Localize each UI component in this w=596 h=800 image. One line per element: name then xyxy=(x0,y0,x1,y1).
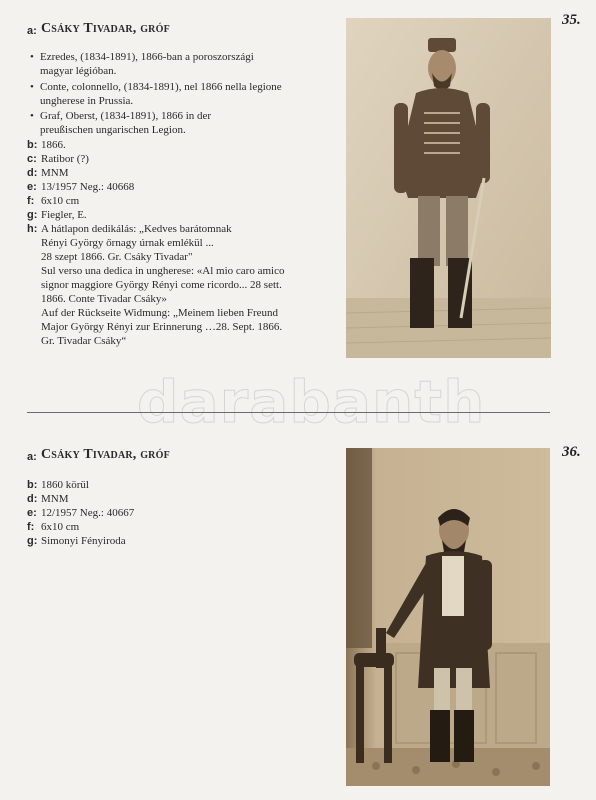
field-key: f: xyxy=(27,521,35,533)
field-value: A hátlapon dedikálás: „Kedves barátomnak xyxy=(41,223,232,235)
field-value: Ratibor (?) xyxy=(41,153,89,165)
field-value: 6x10 cm xyxy=(41,521,80,533)
bullet-line: Conte, colonnello, (1834-1891), nel 1866 nella legione xyxy=(40,81,282,93)
bullet-line: ungherese in Prussia. xyxy=(40,95,134,107)
plate-number: 35. xyxy=(562,12,581,28)
field-value: MNM xyxy=(41,167,69,179)
dedication-line: Gr. Tivadar Csáky“ xyxy=(41,335,127,347)
field-value: 6x10 cm xyxy=(41,195,80,207)
field-value: Fiegler, E. xyxy=(41,209,87,221)
bullet-line: Ezredes, (1834-1891), 1866-ban a poroszországi xyxy=(40,51,254,63)
plate-number: 36. xyxy=(562,444,581,460)
catalog-entry-36 xyxy=(0,420,596,800)
field-key: d: xyxy=(27,167,38,179)
catalog-entry-35: a: Csáky Tivadar, gróf • Ezredes, (1834-1891), 1866-ban a poroszországi magyar légióban. • Conte, colonnello, (1834-1891), nel 1866 nella legione ungherese in Prussia. • Graf, Oberst, (1834-1891), 1866 in der preußischen ungarischen Legion. b: 1866. c: Ratibor (?) d: MNM e: 13/1957 Neg.: 40668 f: 6x10 cm g: Fiegler, E. h: A hátlapon dedikálás: „Kedves barátomnak Rényi György őrnagy úrnak emlékül ... 28 szept 1866. Gr. Csáky Tivadar" Sul verso una dedica in ungherese: «Al mio caro amico signor maggiore György Rényi come ricordo... 28 sett. 1866. Conte Tivadar Csáky» Auf der Rückseite Widmung: „Meinem lieben Freund Major György Rényi zur Erinnerung …28. Sept. 1866. Gr. Tivadar Csáky“ 35. xyxy=(0,0,596,400)
field-key: a: xyxy=(27,25,37,37)
dedication-line: Major György Rényi zur Erinnerung …28. Sept. 1866. xyxy=(41,321,283,333)
field-key: h: xyxy=(27,223,38,235)
dedication-line: signor maggiore György Rényi come ricordo... 28 sett. xyxy=(41,279,282,291)
field-key: d: xyxy=(27,493,38,505)
bullet-line: preußischen ungarischen Legion. xyxy=(40,124,186,136)
watermark: darabanth xyxy=(137,368,486,436)
portrait-photo-gentleman xyxy=(346,448,550,786)
field-value: 12/1957 Neg.: 40667 xyxy=(41,507,135,519)
field-value: 1866. xyxy=(41,139,66,151)
bullet-line: Graf, Oberst, (1834-1891), 1866 in der xyxy=(40,110,212,122)
dedication-line: Auf der Rückseite Widmung: „Meinem lieben Freund xyxy=(41,307,279,319)
dedication-line: 1866. Conte Tivadar Csáky» xyxy=(41,293,167,305)
field-key: a: xyxy=(27,451,37,463)
field-key: e: xyxy=(27,507,37,519)
bullet-line: magyar légióban. xyxy=(40,65,117,77)
field-key: g: xyxy=(27,535,38,547)
entry-title: Csáky Tivadar, gróf xyxy=(41,447,170,462)
section-divider xyxy=(27,412,550,413)
portrait-photo-officer xyxy=(346,18,551,358)
dedication-line: Sul verso una dedica in ungherese: «Al mio caro amico xyxy=(41,265,285,277)
field-key: b: xyxy=(27,139,38,151)
field-value: Simonyi Fényiroda xyxy=(41,535,126,547)
dedication-line: 28 szept 1866. Gr. Csáky Tivadar" xyxy=(41,251,193,263)
entry-title: Csáky Tivadar, gróf xyxy=(41,21,170,36)
field-key: b: xyxy=(27,479,38,491)
field-key: c: xyxy=(27,153,37,165)
field-key: f: xyxy=(27,195,35,207)
field-key: g: xyxy=(27,209,38,221)
dedication-line: Rényi György őrnagy úrnak emlékül ... xyxy=(41,237,214,249)
field-key: e: xyxy=(27,181,37,193)
field-value: 1860 körül xyxy=(41,479,89,491)
field-value: MNM xyxy=(41,493,69,505)
field-value: 13/1957 Neg.: 40668 xyxy=(41,181,135,193)
